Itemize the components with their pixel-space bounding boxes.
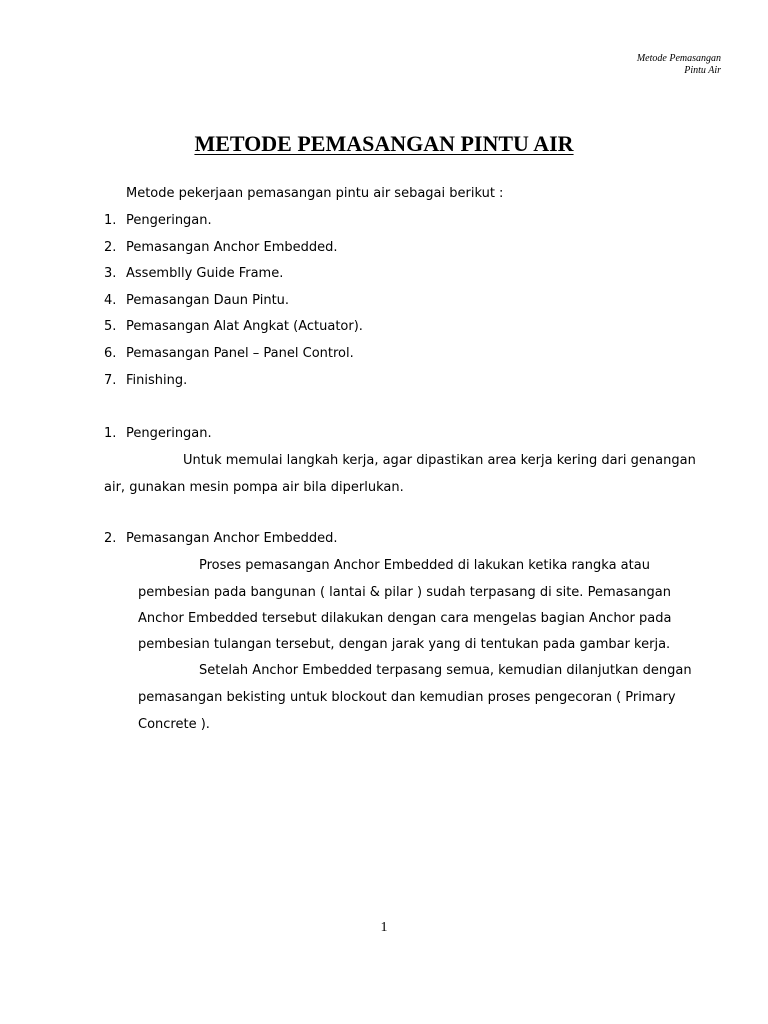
step-number: 5. (104, 319, 117, 334)
step-text: Pemasangan Alat Angkat (Actuator). (126, 319, 363, 334)
step-number: 1. (104, 213, 117, 228)
section-number: 1. (104, 426, 117, 441)
document-title-text: METODE PEMASANGAN PINTU AIR (194, 131, 574, 156)
paragraph-line: pembesian pada bangunan ( lantai & pilar ) sudah terpasang di site. Pemasangan (138, 585, 672, 600)
step-number: 2. (104, 240, 117, 255)
step-text: Pemasangan Anchor Embedded. (126, 240, 338, 255)
running-header-line-1: Metode Pemasangan (636, 53, 721, 64)
paragraph-line: pembesian tulangan tersebut, dengan jarak yang di tentukan pada gambar kerja. (138, 637, 671, 652)
paragraph-line: Concrete ). (138, 717, 210, 732)
document-title (0, 131, 768, 157)
paragraph-line: Proses pemasangan Anchor Embedded di lakukan ketika rangka atau (199, 558, 650, 573)
step-text: Pemasangan Panel – Panel Control. (126, 346, 354, 361)
running-header-line-2: Pintu Air (684, 65, 721, 76)
paragraph-line: Setelah Anchor Embedded terpasang semua, kemudian dilanjutkan dengan (199, 663, 692, 678)
step-number: 6. (104, 346, 117, 361)
step-number: 7. (104, 373, 117, 388)
paragraph-line: pemasangan bekisting untuk blockout dan kemudian proses pengecoran ( Primary (138, 690, 676, 705)
section-heading: Pengeringan. (126, 426, 212, 441)
step-text: Assemblly Guide Frame. (126, 266, 284, 281)
section-number: 2. (104, 531, 117, 546)
intro-text: Metode pekerjaan pemasangan pintu air sebagai berikut : (126, 186, 504, 201)
step-text: Finishing. (126, 373, 188, 388)
section-heading: Pemasangan Anchor Embedded. (126, 531, 338, 546)
page-number: 1 (380, 920, 388, 935)
paragraph-line: air, gunakan mesin pompa air bila diperlukan. (104, 480, 404, 495)
step-number: 4. (104, 293, 117, 308)
paragraph-line: Untuk memulai langkah kerja, agar dipastikan area kerja kering dari genangan (183, 453, 696, 468)
step-text: Pemasangan Daun Pintu. (126, 293, 290, 308)
step-text: Pengeringan. (126, 213, 212, 228)
paragraph-line: Anchor Embedded tersebut dilakukan dengan cara mengelas bagian Anchor pada (138, 611, 672, 626)
step-number: 3. (104, 266, 117, 281)
running-header (637, 53, 721, 77)
